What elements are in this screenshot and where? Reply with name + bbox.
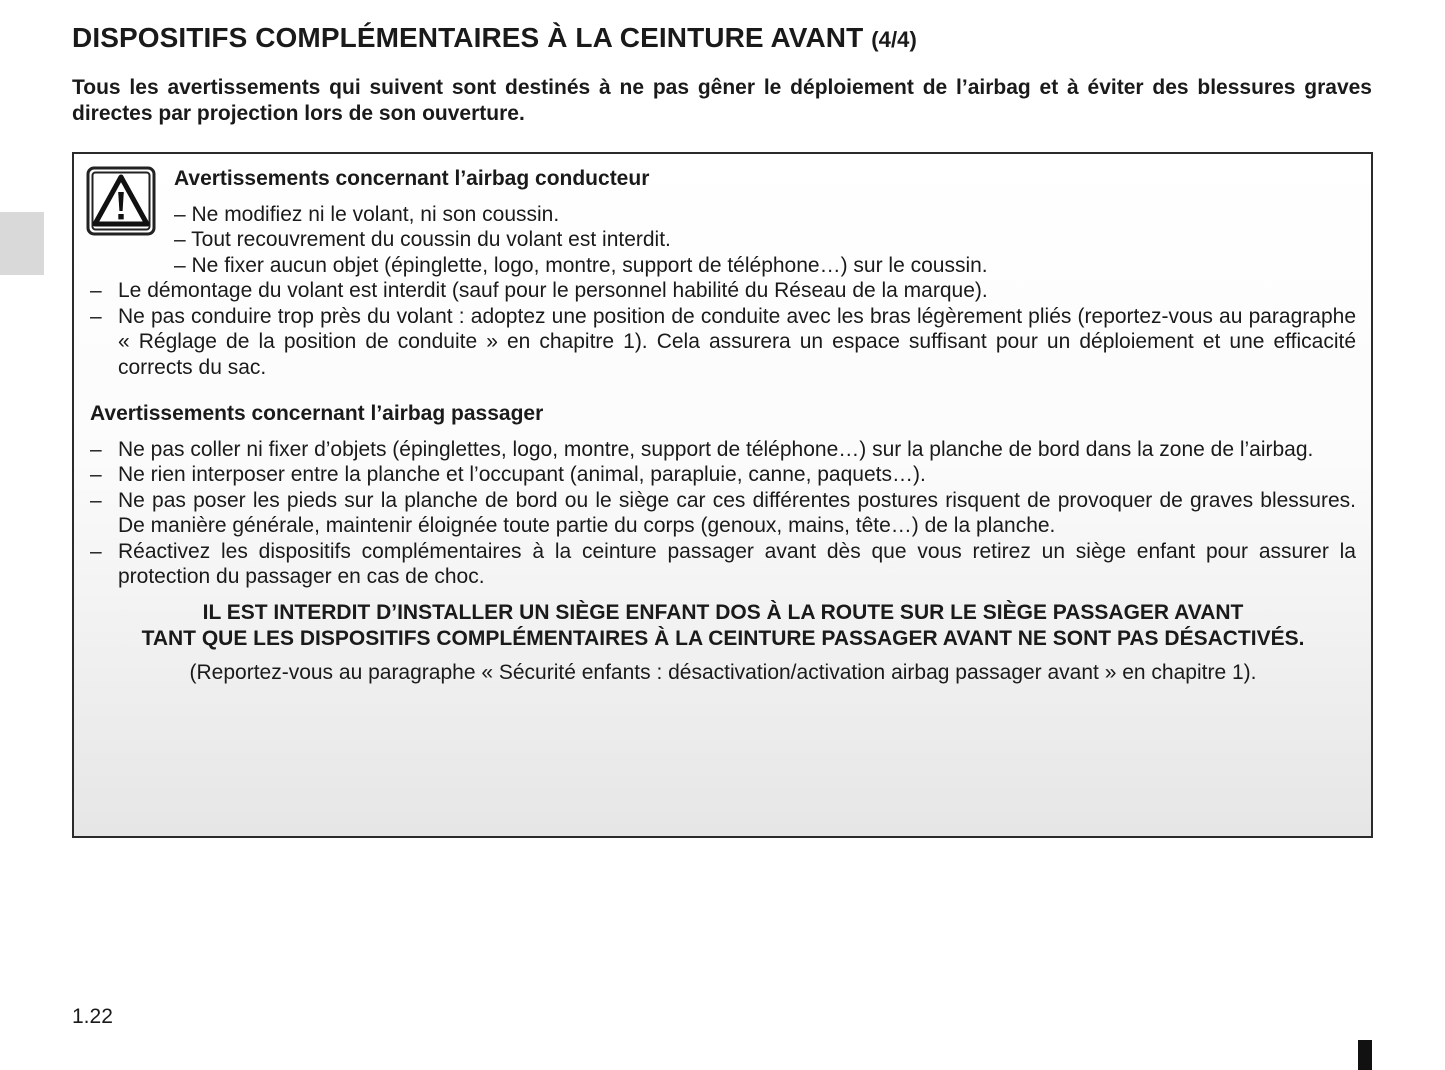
list-item: – Ne modifiez ni le volant, ni son coussin. bbox=[174, 202, 560, 226]
section-tab-marker bbox=[0, 212, 44, 275]
list-item: – Ne pas conduire trop près du volant : adoptez une position de conduite avec les bras légèrement pliés (reportez-vous au paragraphe « Réglage de la position de conduite » en chapitre 1). Cela assurera un espace suffisant pour un déploiement et une efficacité corrects du sac. bbox=[90, 304, 1356, 381]
intro-paragraph: Tous les avertissements qui suivent sont destinés à ne pas gêner le déploiement de l’airbag et à éviter des blessures graves directes par projection lors de son ouverture. bbox=[72, 76, 1372, 125]
child-seat-notice-line-2: TANT QUE LES DISPOSITIFS COMPLÉMENTAIRES À LA CEINTURE PASSAGER AVANT NE SONT PAS DÉSACTIVÉS. bbox=[141, 626, 1305, 650]
child-seat-notice bbox=[90, 600, 1356, 652]
passenger-airbag-list bbox=[90, 437, 1356, 590]
driver-airbag-list bbox=[90, 278, 1356, 380]
page-number: 1.22 bbox=[72, 1005, 113, 1028]
driver-airbag-heading: Avertissements concernant l’airbag conducteur bbox=[174, 167, 650, 190]
list-item: – Ne pas coller ni fixer d’objets (épinglettes, logo, montre, support de téléphone…) sur la planche de bord dans la zone de l’airbag. bbox=[90, 437, 1356, 463]
list-item: – Ne fixer aucun objet (épinglette, logo, montre, support de téléphone…) sur le coussin. bbox=[174, 253, 988, 277]
list-item: – Ne pas poser les pieds sur la planche de bord ou le siège car ces différentes postures risquent de provoquer de graves blessures. De manière générale, maintenir éloignée toute partie du corps (genoux, mains, tête…) de la planche. bbox=[90, 488, 1356, 539]
list-item: – Ne rien interposer entre la planche et l’occupant (animal, parapluie, canne, paquets…). bbox=[90, 462, 1356, 488]
passenger-airbag-heading: Avertissements concernant l’airbag passager bbox=[90, 402, 544, 425]
driver-airbag-sublist bbox=[90, 202, 1356, 279]
page-corner-marker bbox=[1358, 1040, 1372, 1070]
warning-box-content bbox=[90, 166, 1356, 685]
warning-box bbox=[72, 152, 1373, 838]
page-title-part-indicator: (4/4) bbox=[871, 27, 917, 52]
page-title bbox=[72, 22, 917, 54]
chapter-reference: (Reportez-vous au paragraphe « Sécurité enfants : désactivation/activation airbag passager avant » en chapitre 1). bbox=[189, 660, 1257, 684]
page-title-main: DISPOSITIFS COMPLÉMENTAIRES À LA CEINTURE AVANT bbox=[72, 22, 864, 53]
list-item: – Le démontage du volant est interdit (sauf pour le personnel habilité du Réseau de la marque). bbox=[90, 278, 1356, 304]
child-seat-notice-line-1: IL EST INTERDIT D’INSTALLER UN SIÈGE ENFANT DOS À LA ROUTE SUR LE SIÈGE PASSAGER AVANT bbox=[202, 600, 1244, 624]
list-item: – Tout recouvrement du coussin du volant est interdit. bbox=[174, 228, 671, 251]
list-item: – Réactivez les dispositifs complémentaires à la ceinture passager avant dès que vous retirez un siège enfant pour assurer la protection du passager en cas de choc. bbox=[90, 539, 1356, 590]
